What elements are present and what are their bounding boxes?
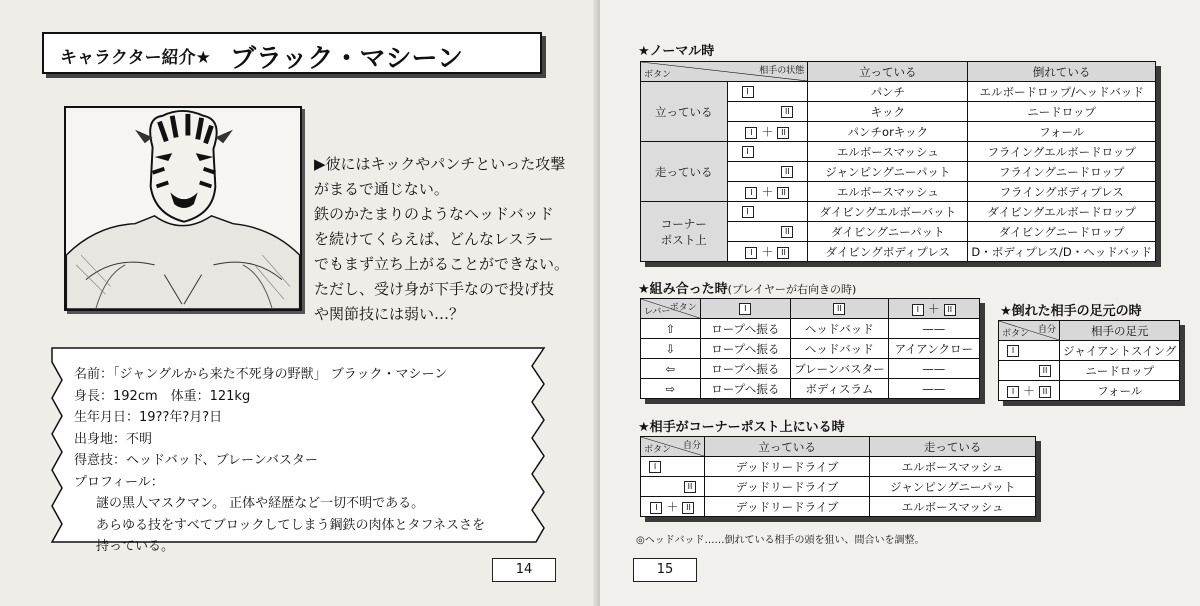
move-down: フライングニードロップ	[968, 162, 1156, 182]
button-combo: I ＋ II	[727, 182, 808, 202]
move-standing: パンチorキック	[808, 122, 968, 142]
character-name: ブラック・マシーン	[230, 44, 463, 74]
lever-direction-icon: ⇦	[641, 359, 701, 379]
button-combo: I ＋ II	[727, 242, 808, 262]
button-combo: II	[999, 361, 1060, 381]
move-button-1: ロープへ振る	[700, 359, 790, 379]
move-standing: エルボースマッシュ	[808, 142, 968, 162]
character-title-box	[42, 32, 542, 74]
move-down: フライングボディプレス	[968, 182, 1156, 202]
col-down: 倒れている	[968, 62, 1156, 82]
move-button-12: ——	[888, 379, 979, 399]
desc-line: 鉄のかたまりのようなヘッドバッド	[314, 205, 554, 223]
profile-birthday: 生年月日：19??年?月?日	[74, 410, 223, 425]
table-row	[999, 361, 1180, 381]
table-row	[641, 457, 1036, 477]
page-number-right: 15	[633, 558, 697, 582]
table-row	[641, 142, 1156, 162]
profile-box	[44, 346, 552, 554]
desc-line: でもまず立ち上がることができない。	[314, 255, 570, 273]
normal-section-title: ★ノーマル時	[638, 44, 715, 59]
lever-direction-icon: ⇧	[641, 319, 701, 339]
desc-line: を続けてくらえば、どんなレスラー	[314, 230, 554, 248]
move-down: ダイビングエルボードロップ	[968, 202, 1156, 222]
move-button-12: アイアンクロー	[888, 339, 979, 359]
move-button-1: ロープへ振る	[700, 379, 790, 399]
table-row	[641, 319, 980, 339]
table-row	[641, 82, 1156, 102]
move-button-12: ——	[888, 359, 979, 379]
desc-line: がまるで通じない。	[314, 180, 449, 198]
desc-line: ただし、受け身が下手なので投げ技	[314, 280, 555, 298]
table-row	[641, 477, 1036, 497]
col-standing: 立っている	[808, 62, 968, 82]
lever-direction-icon: ⇨	[641, 379, 701, 399]
col-button-2: II	[791, 299, 889, 319]
move-button-2: ブレーンバスター	[791, 359, 889, 379]
move-standing: エルボースマッシュ	[808, 182, 968, 202]
move-standing: パンチ	[808, 82, 968, 102]
move-down: D・ボディプレス/D・ヘッドバッド	[968, 242, 1156, 262]
feet-section-title: ★倒れた相手の足元の時	[1000, 304, 1142, 319]
page-number-left: 14	[492, 558, 556, 582]
button-combo: II	[727, 222, 808, 242]
grapple-section-title: ★組み合った時(プレイヤーが右向きの時)	[638, 282, 857, 297]
button-combo: I	[641, 457, 705, 477]
col-opponent-feet: 相手の足元	[1060, 321, 1180, 341]
move-standing: キック	[808, 102, 968, 122]
corner-corner-header: 自分 ボタン	[641, 437, 705, 457]
button-combo: I	[727, 82, 808, 102]
col-running: 走っている	[870, 437, 1036, 457]
move-button-1: ロープへ振る	[700, 319, 790, 339]
desc-line: ▶彼にはキックやパンチといった攻撃	[314, 155, 566, 173]
table-row	[641, 497, 1036, 517]
button-combo: I ＋ II	[727, 122, 808, 142]
col-button-12: I ＋ II	[888, 299, 979, 319]
col-standing: 立っている	[704, 437, 869, 457]
move-running: ジャンピングニーパット	[870, 477, 1036, 497]
button-combo: I ＋ II	[641, 497, 705, 517]
move-standing: ダイビングボディプレス	[808, 242, 968, 262]
character-description	[314, 152, 584, 327]
profile-height-weight: 身長：192cm 体重：121kg	[74, 388, 251, 404]
table-row	[999, 381, 1180, 401]
move-button-2: ヘッドバッド	[791, 319, 889, 339]
self-state-label: 立っている	[641, 82, 728, 142]
profile-text: 謎の黒人マスクマン。 正体や経歴など一切不明である。	[96, 496, 425, 511]
normal-moves-table	[640, 61, 1156, 262]
button-combo: I	[999, 341, 1060, 361]
button-combo: II	[641, 477, 705, 497]
corner-section-title: ★相手がコーナーポスト上にいる時	[638, 420, 845, 435]
title-prefix: キャラクター紹介★	[60, 48, 211, 68]
profile-name: 名前：「ジャングルから来た不死身の野獣」 ブラック・マシーン	[74, 367, 448, 382]
grapple-moves-table	[640, 298, 980, 399]
button-combo: II	[727, 102, 808, 122]
profile-birthplace: 出身地：不明	[74, 431, 153, 447]
move-standing: ジャンピングニーパット	[808, 162, 968, 182]
button-combo: I ＋ II	[999, 381, 1060, 401]
profile-text: あらゆる技をすべてブロックしてしまう鋼鉄の肉体とタフネスさを	[96, 517, 485, 533]
move-button-1: ロープへ振る	[700, 339, 790, 359]
move-standing: デッドリードライブ	[704, 457, 869, 477]
move-standing: デッドリードライブ	[704, 477, 869, 497]
move-standing: ダイビングエルボーバット	[808, 202, 968, 222]
move-feet: フォール	[1060, 381, 1180, 401]
character-portrait	[64, 106, 302, 311]
move-down: ニードロップ	[968, 102, 1156, 122]
move-down: エルボードロップ/ヘッドバッド	[968, 82, 1156, 102]
self-state-label: 走っている	[641, 142, 728, 202]
move-down: フォール	[968, 122, 1156, 142]
lever-direction-icon: ⇩	[641, 339, 701, 359]
table-row	[641, 359, 980, 379]
move-feet: ニードロップ	[1060, 361, 1180, 381]
move-button-2: ヘッドバッド	[791, 339, 889, 359]
move-standing: デッドリードライブ	[704, 497, 869, 517]
profile-special-moves: 得意技：ヘッドバッド、ブレーンバスター	[74, 453, 318, 468]
button-combo: I	[727, 142, 808, 162]
move-feet: ジャイアントスイング	[1060, 341, 1180, 361]
col-button-1: I	[700, 299, 790, 319]
corner-moves-table	[640, 436, 1036, 517]
button-combo: II	[727, 162, 808, 182]
move-button-2: ボディスラム	[791, 379, 889, 399]
move-running: エルボースマッシュ	[870, 497, 1036, 517]
grapple-corner-header: ボタン レバー	[641, 299, 701, 319]
table-row	[641, 202, 1156, 222]
table-row	[641, 379, 980, 399]
move-running: エルボースマッシュ	[870, 457, 1036, 477]
desc-line: や関節技には弱い…？	[314, 305, 465, 323]
move-button-12: ——	[888, 319, 979, 339]
profile-text: 持っている。	[96, 539, 175, 554]
footnote: ◎ヘッドバッド……倒れている相手の頭を狙い、間合いを調整。	[636, 535, 925, 546]
normal-corner-header: 相手の状態 ボタン	[641, 62, 808, 82]
move-standing: ダイビングニーパット	[808, 222, 968, 242]
move-down: ダイビングニードロップ	[968, 222, 1156, 242]
right-page	[600, 0, 1200, 606]
profile-label: プロフィール：	[74, 474, 164, 490]
table-row	[641, 339, 980, 359]
feet-moves-table	[998, 320, 1180, 401]
move-down: フライングエルボードロップ	[968, 142, 1156, 162]
self-state-label: コーナー ポスト上	[641, 202, 728, 262]
feet-corner-header: 自分 ボタン	[999, 321, 1060, 341]
masked-wrestler-illustration	[66, 108, 300, 309]
button-combo: I	[727, 202, 808, 222]
table-row	[999, 341, 1180, 361]
